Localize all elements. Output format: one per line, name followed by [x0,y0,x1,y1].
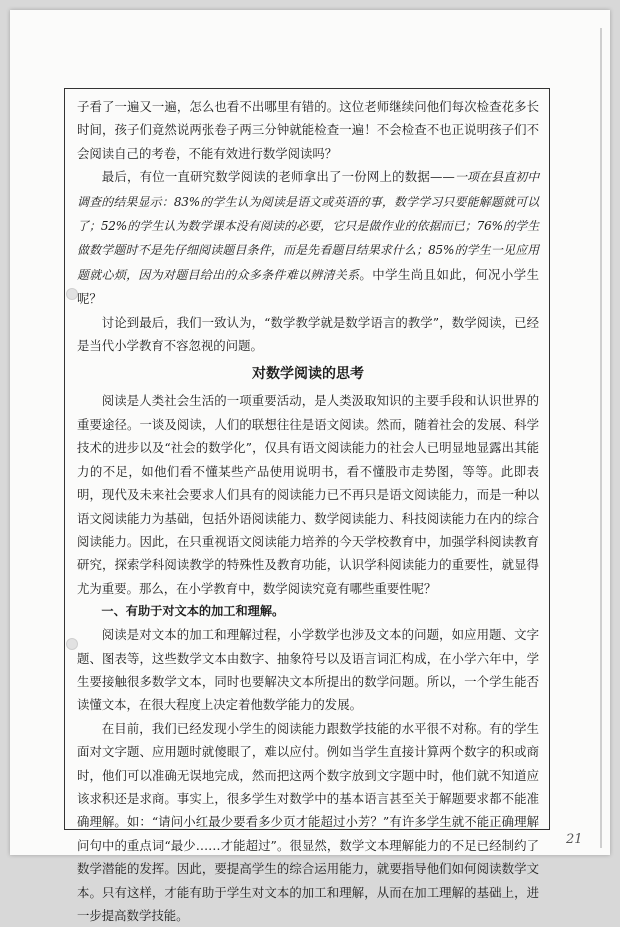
paragraph-3: 讨论到最后，我们一致认为，“数学教学就是数学语言的教学”，数学阅读，已经是当代小学教育不容忽视的问题。 [77,314,539,354]
paragraph-5: 阅读是对文本的加工和理解过程，小学数学也涉及文本的问题，如应用题、文字题、图表等，这些数学文本由数字、抽象符号以及语言词汇构成，在小学六年中，学生要接触很多数学文本，同时也要解决文本所提出的数学问题。所以，一个学生能否读懂文本，在很大程度上决定着他数学能力的发展。 [77,627,539,713]
paragraph-6: 在目前，我们已经发现小学生的阅读能力跟数学技能的水平很不对称。有的学生面对文字题、应用题时就傻眼了，难以应付。例如当学生直接计算两个数字的积或商时，他们可以准确无误地完成，然而把这两个数字放到文字题中时，他们就不知道应该求积还是求商。事实上，很多学生对数学中的基本语言甚至关于解题要求都不能准确理解。如：“请问小红最少要看多少页才能超过小芳？”有许多学生就不能正确理解问句中的重点词“最少……才能超过”。很显然，数学文本理解能力的不足已经制约了数学潜能的发挥。因此，要提高学生的综合运用能力，就要指导他们如何阅读数学文本。只有这样，才能有助于学生对文本的加工和理解，从而在加工理解的基础上，进一步提高数学技能。 [77,720,539,923]
paragraph-1: 子看了一遍又一遍，怎么也看不出哪里有错的。这位老师继续问他们每次检查花多长时间，孩子们竟然说两张卷子两三分钟就能检查一遍！不会检查不也正说明孩子们不会阅读自己的考卷，不能有效进行数学阅读吗？ [77,99,539,161]
page-number: 21 [566,832,583,847]
paragraph-2-lead: 最后，有位一直研究数学阅读的老师拿出了一份网上的数据—— [101,169,455,185]
section-title: 对数学阅读的思考 [252,366,364,383]
paragraph-4: 阅读是人类社会生活的一项重要活动，是人类汲取知识的主要手段和认识世界的重要途径。一谈及阅读，人们的联想往往是语文阅读。然而，随着社会的发展、科学技术的进步以及“社会的数学化”，仅具有语文阅读能力的社会人已明显地显露出其能力的不足，如他们看不懂某些产品使用说明书，看不懂股市走势图，等等。此即表明，现代及未来社会要求人们具有的阅读能力已不再只是语文阅读能力，而是一种以语文阅读能力为基础，包括外语阅读能力、数学阅读能力、科技阅读能力在内的综合阅读能力。因此，在只重视语文阅读能力培养的今天学校教育中，加强学科阅读教育研究，探索学科阅读教学的特殊性及教育功能，认识学科阅读能力的重要性，就显得尤为重要。那么，在小学教育中，数学阅读究竟有哪些重要性呢？ [77,393,539,596]
subheading-1: 一、有助于对文本的加工和理解。 [101,604,285,619]
survey-quote: 一项在县直初中调查的结果显示：83%的学生认为阅读是语文或英语的事，数学学习只要能解题就可以了；52%的学生认为数学课本没有阅读的必要，它只是做作业的依据而已；76%的学生做数学题时不是先仔细阅读题目条件，而是先看题目结果求什么；85%的学生一见应用题就心烦，因为对题目给出的众多条件难以辨清关系 [77,170,540,282]
paragraph-2-tail: 。中学生尚且如此，何况小学生呢？ [77,266,539,307]
content-frame [64,88,550,923]
page-edge-shadow [600,28,602,848]
paragraph-2 [77,165,539,310]
